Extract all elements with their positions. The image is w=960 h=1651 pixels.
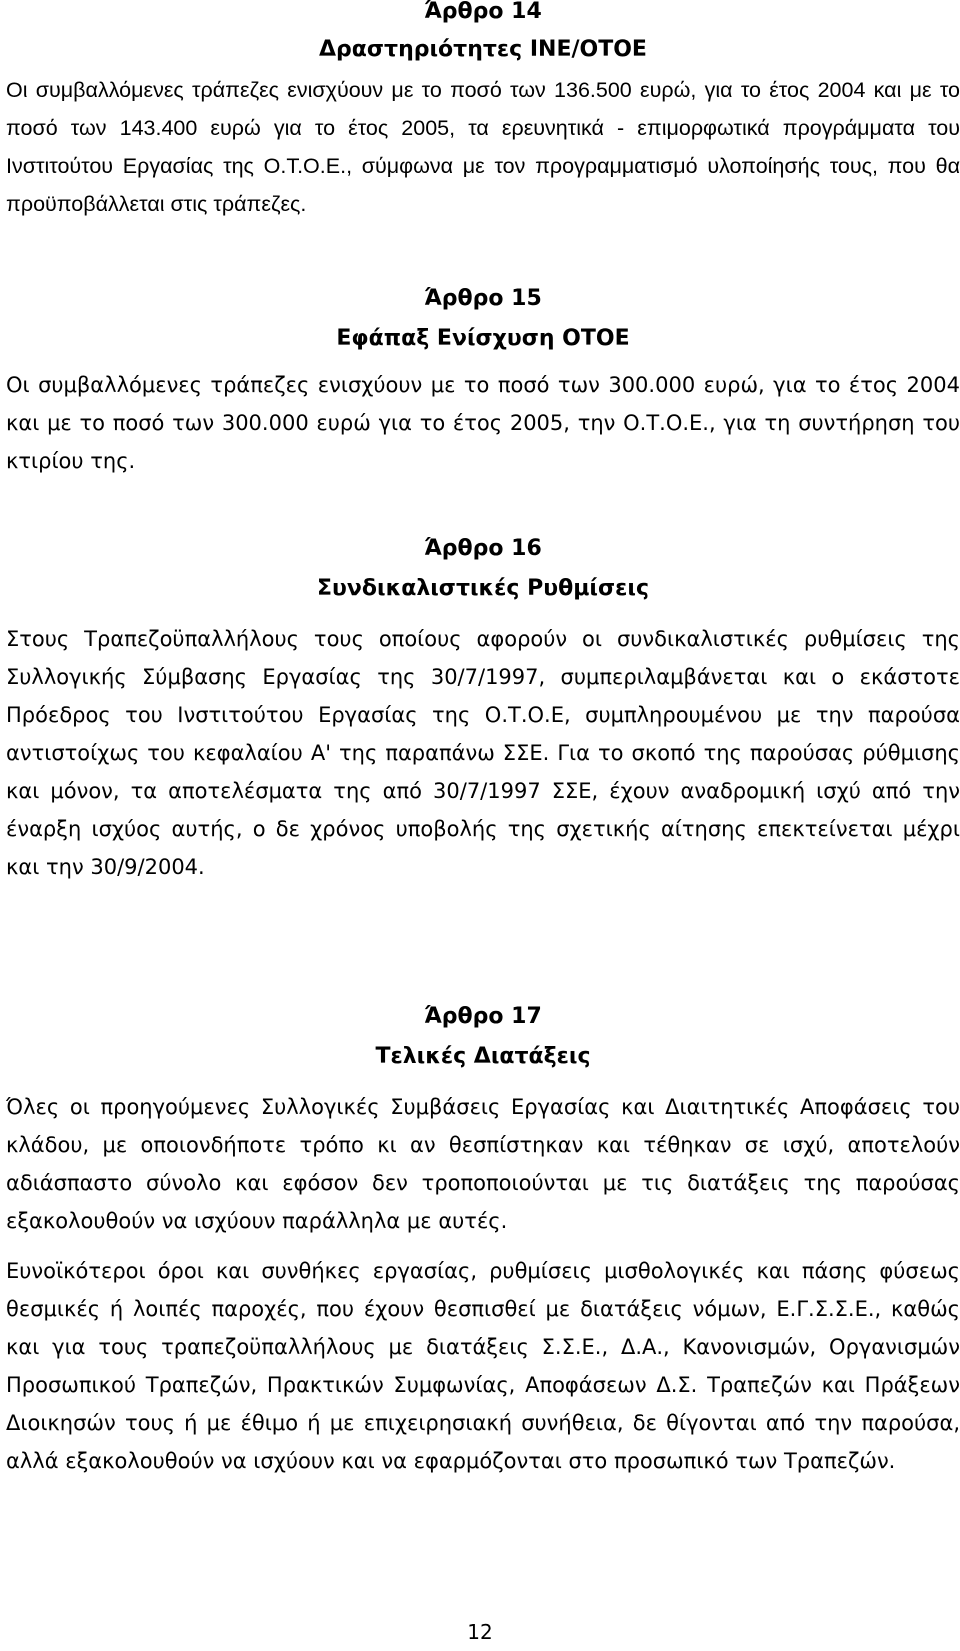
page-number: 12 [467,1620,493,1644]
article-title: Άρθρο 14 [424,0,542,24]
article-16 [6,530,960,886]
article-subtitle: Εφάπαξ Ενίσχυση ΟΤΟΕ [336,326,630,351]
article-title: Άρθρο 17 [424,1004,542,1029]
article-paragraph: Στους Τραπεζοϋπαλλήλους τους οποίους αφορούν οι συνδικαλιστικές ρυθμίσεις της Συλλογικής Σύμβασης Εργασίας της 30/7/1997, συμπεριλαμβάνεται και ο εκάστοτε Πρόεδρος του Ινστιτούτου Εργασίας της Ο.Τ.Ο.Ε, συμπληρουμένου με την παρούσα αντιστοίχως του κεφαλαίου Α' της παραπάνω ΣΣΕ. Για το σκοπό της παρούσας ρύθμισης και μόνον, τα αποτελέσματα της από 30/7/1997 ΣΣΕ, έχουν αναδρομική ισχύ από την έναρξη ισχύος αυτής, ο δε χρόνος υποβολής της σχετικής αίτησης επεκτείνεται μέχρι και την 30/9/2004. [6,627,960,879]
article-14 [6,0,960,223]
article-subtitle: Δραστηριότητες ΙΝΕ/ΟΤΟΕ [319,37,647,62]
article-paragraph: Όλες οι προηγούμενες Συλλογικές Συμβάσεις Εργασίας και Διαιτητικές Αποφάσεις του κλάδου, με οποιονδήποτε τρόπο κι αν θεσπίστηκαν και τέθηκαν σε ισχύ, αποτελούν αδιάσπαστο σύνολο και εφόσον δεν τροποποιούνται με τις διατάξεις της παρούσας εξακολουθούν να ισχύουν παράλληλα με αυτές. [6,1095,960,1233]
article-paragraph: Οι συμβαλλόμενες τράπεζες ενισχύουν με το ποσό των 300.000 ευρώ, για το έτος 2004 και με το ποσό των 300.000 ευρώ για το έτος 2005, την Ο.Τ.Ο.Ε., για τη συντήρηση του κτιρίου της. [6,373,960,473]
article-17 [6,998,960,1480]
article-paragraph: Ευνοϊκότεροι όροι και συνθήκες εργασίας, ρυθμίσεις μισθολογικές και πάσης φύσεως θεσμικές ή λοιπές παροχές, που έχουν θεσπισθεί με διατάξεις νόμων, Ε.Γ.Σ.Σ.Ε., καθώς και για τους τραπεζοϋπαλλήλους με διατάξεις Σ.Σ.Ε., Δ.Α., Κανονισμών, Οργανισμών Προσωπικού Τραπεζών, Πρακτικών Συμφωνίας, Αποφάσεων Δ.Σ. Τραπεζών και Πράξεων Διοικησών τους ή με έθιμο ή με επιχειρησιακή συνήθεια, δε θίγονται από την παρούσα, αλλά εξακολουθούν να ισχύουν και να εφαρμόζονται στο προσωπικό των Τραπεζών. [6,1259,960,1473]
article-subtitle: Συνδικαλιστικές Ρυθμίσεις [317,576,649,601]
article-title: Άρθρο 15 [424,286,542,311]
article-paragraph: Οι συμβαλλόμενες τράπεζες ενισχύουν με το ποσό των 136.500 ευρώ, για το έτος 2004 και με το ποσό των 143.400 ευρώ για το έτος 2005, τα ερευνητικά - επιμορφωτικά προγράμματα του Ινστιτούτου Εργασίας της Ο.Τ.Ο.Ε., σύμφωνα με τον προγραμματισμό υλοποίησής τους, που θα προϋποβάλλεται στις τράπεζες. [6,78,960,216]
article-15 [6,280,960,480]
article-title: Άρθρο 16 [424,536,542,561]
article-subtitle: Τελικές Διατάξεις [375,1044,591,1069]
